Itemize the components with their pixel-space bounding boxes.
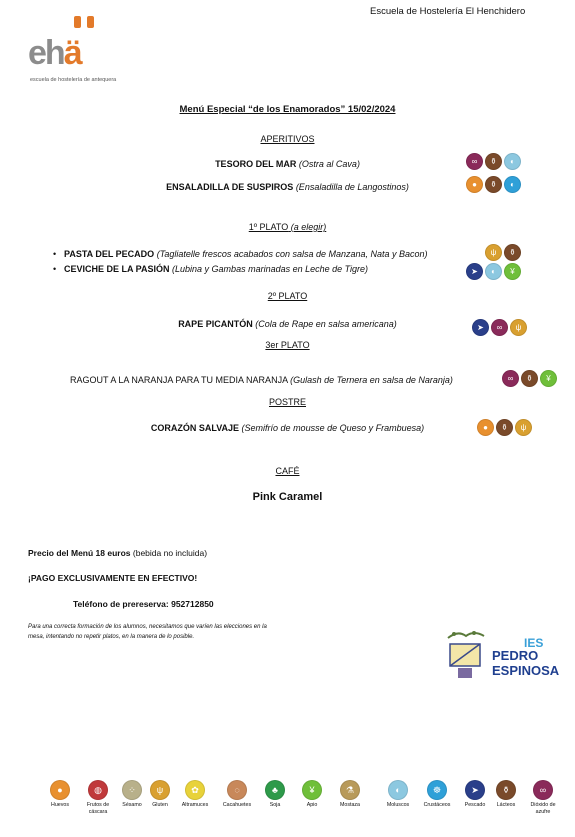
- lacteos-icon: ⚱: [521, 370, 538, 387]
- altramuces-icon: ✿: [185, 780, 205, 800]
- cacahuetes-icon: ◌: [227, 780, 247, 800]
- section-tercer-plato: 3er PLATO: [265, 340, 310, 350]
- apio-icon: ¥: [504, 263, 521, 280]
- dish-ceviche-allergens: [466, 263, 521, 280]
- legend-pescado: ➤ Pescado: [455, 780, 495, 809]
- gluten-icon: ψ: [485, 244, 502, 261]
- dish-pasta: PASTA DEL PECADO (Tagliatelle frescos acabados con salsa de Manzana, Nata y Bacon): [64, 249, 428, 259]
- dish-cafe: Pink Caramel: [252, 491, 323, 503]
- bullet-ceviche: •: [53, 264, 57, 274]
- school-logo: [28, 14, 128, 94]
- legend-sulfitos: ∞ Dióxido de azufre: [523, 780, 563, 816]
- sesamo-icon: ⁘: [122, 780, 142, 800]
- section-cafe: CAFÉ: [275, 466, 300, 476]
- section-primer-plato: 1º PLATO (a elegir): [248, 222, 327, 232]
- payment-notice: ¡PAGO EXCLUSIVAMENTE EN EFECTIVO!: [28, 573, 198, 583]
- huevos-icon: ●: [477, 419, 494, 436]
- section-aperitivos: APERITIVOS: [260, 134, 315, 144]
- phone-line: Teléfono de prereserva: 952712850: [73, 599, 214, 609]
- moluscos-icon: ◐: [388, 780, 408, 800]
- ies-label: IES: [524, 636, 544, 650]
- lacteos-icon: ⚱: [496, 780, 516, 800]
- soja-icon: ♣: [265, 780, 285, 800]
- section-postre: POSTRE: [268, 397, 306, 407]
- moluscos-icon: ◐: [504, 153, 521, 170]
- lacteos-icon: ⚱: [485, 176, 502, 193]
- dish-tesoro-allergens: [466, 153, 521, 170]
- formation-note: Para una correcta formación de los alumnos, necesitamos que varíen las elecciones en la mesa, intentando no repetir platos, en la manera de lo posible.: [28, 624, 267, 640]
- pescado-icon: ➤: [472, 319, 489, 336]
- logo-dots: [74, 16, 104, 30]
- huevos-icon: ●: [50, 780, 70, 800]
- ies-name-1: PEDRO: [492, 648, 539, 663]
- dish-ragout-allergens: [502, 370, 557, 387]
- lacteos-icon: ⚱: [496, 419, 513, 436]
- legend-huevos: ● Huevos: [40, 780, 80, 809]
- dish-ragout: RAGOUT A LA NARANJA PARA TU MEDIA NARANJA (Gulash de Ternera en salsa de Naranja): [70, 375, 453, 385]
- apio-icon: ¥: [540, 370, 557, 387]
- legend-crustaceos: ☸ Crustáceos: [417, 780, 457, 809]
- dish-rape: RAPE PICANTÓN (Cola de Rape en salsa americana): [178, 319, 397, 329]
- dish-corazon-allergens: [477, 419, 532, 436]
- lacteos-icon: ⚱: [504, 244, 521, 261]
- section-segundo-plato: 2º PLATO: [267, 291, 308, 301]
- dish-pasta-allergens: [485, 244, 521, 261]
- gluten-icon: ψ: [510, 319, 527, 336]
- legend-moluscos: ◐ Moluscos: [378, 780, 418, 809]
- legend-altramuces: ✿ Altramuces: [175, 780, 215, 809]
- ies-name-2: ESPINOSA: [492, 663, 560, 678]
- school-name: Escuela de Hostelería El Henchidero: [370, 6, 526, 17]
- dish-corazon: CORAZÓN SALVAJE (Semifrío de mousse de Queso y Frambuesa): [150, 423, 425, 433]
- gluten-icon: ψ: [150, 780, 170, 800]
- legend-mostaza: ⚗ Mostaza: [330, 780, 370, 809]
- legend-lacteos: ⚱ Lácteos: [486, 780, 526, 809]
- logo-word: ehä: [28, 34, 81, 72]
- allergen-legend: [0, 780, 575, 830]
- legend-soja: ♣ Soja: [255, 780, 295, 809]
- bullet-pasta: •: [53, 249, 57, 259]
- pescado-icon: ➤: [466, 263, 483, 280]
- legend-frutos: ◍ Frutos de cáscara: [78, 780, 118, 816]
- crustaceos-icon: ◐: [504, 176, 521, 193]
- dish-ensaladilla: ENSALADILLA DE SUSPIROS (Ensaladilla de Langostinos): [166, 182, 409, 192]
- pescado-icon: ➤: [465, 780, 485, 800]
- legend-sesamo: ⁘ Sésamo: [112, 780, 152, 809]
- huevos-icon: ●: [466, 176, 483, 193]
- menu-title: Menú Especial “de los Enamorados” 15/02/2024: [179, 104, 396, 115]
- gluten-icon: ψ: [515, 419, 532, 436]
- ies-logo: [444, 628, 560, 683]
- lacteos-icon: ⚱: [485, 153, 502, 170]
- sulfitos-icon: ∞: [533, 780, 553, 800]
- dish-ensaladilla-allergens: [466, 176, 521, 193]
- dish-ceviche: CEVICHE DE LA PASIÓN (Lubina y Gambas marinadas en Leche de Tigre): [64, 264, 369, 274]
- sulfitos-icon: ∞: [466, 153, 483, 170]
- crustaceos-icon: ☸: [427, 780, 447, 800]
- price-line: Precio del Menú 18 euros (bebida no incluida): [28, 548, 208, 558]
- dish-tesoro: TESORO DEL MAR (Ostra al Cava): [215, 159, 360, 169]
- sulfitos-icon: ∞: [491, 319, 508, 336]
- ies-emblem-icon: [444, 628, 486, 680]
- dish-rape-allergens: [472, 319, 527, 336]
- legend-gluten: ψ Gluten: [140, 780, 180, 809]
- apio-icon: ¥: [302, 780, 322, 800]
- frutos-cascara-icon: ◍: [88, 780, 108, 800]
- legend-cacahuetes: ◌ Cacahuetes: [217, 780, 257, 809]
- legend-apio: ¥ Apio: [292, 780, 332, 809]
- mostaza-icon: ⚗: [340, 780, 360, 800]
- sulfitos-icon: ∞: [502, 370, 519, 387]
- moluscos-icon: ◐: [485, 263, 502, 280]
- logo-tagline: escuela de hostelería de antequera: [30, 77, 117, 83]
